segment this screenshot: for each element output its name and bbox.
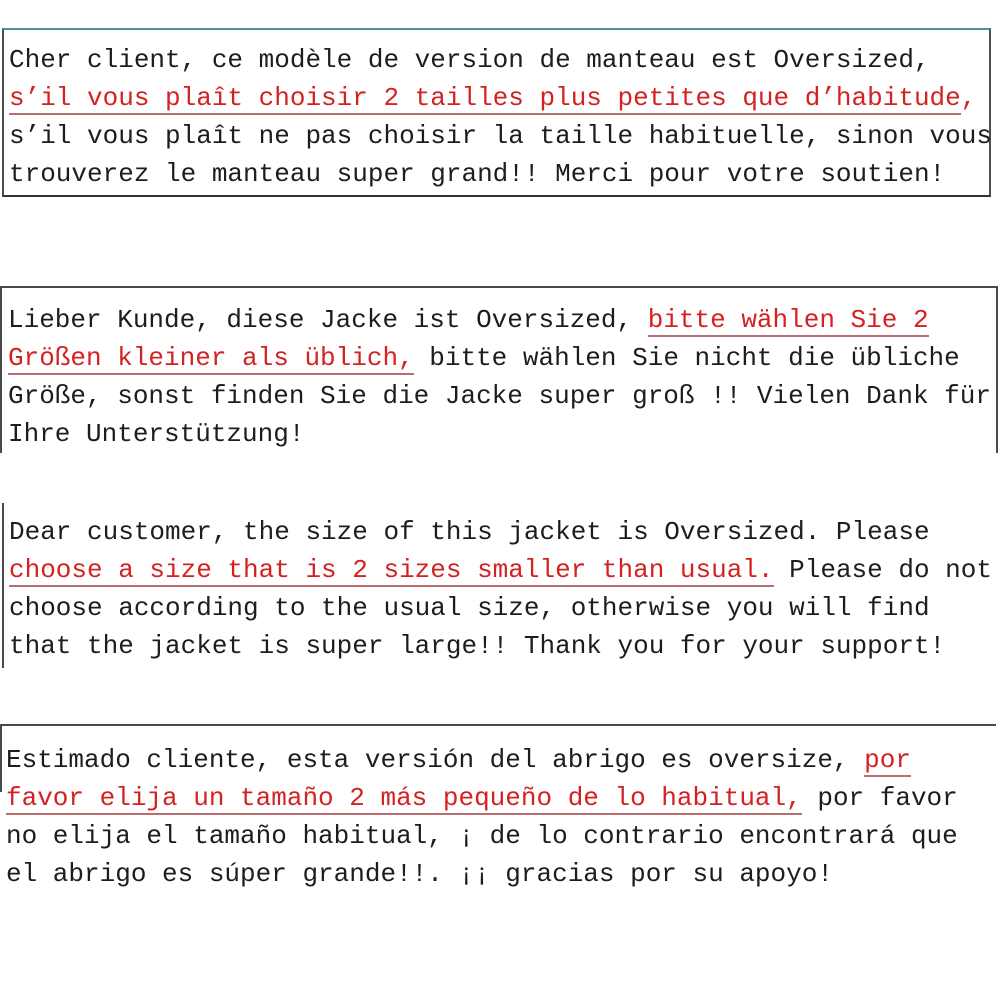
highlighted-text-segment: bitte wählen Sie 2 (647, 305, 929, 335)
highlighted-text-segment: favor elija un tamaño 2 más pequeño de lo habitual, (6, 783, 802, 813)
highlighted-text-segment: s’il vous plaît choisir 2 tailles plus petites que d’habitude (9, 83, 961, 113)
text-segment: no elija el tamaño habitual, ¡ de lo contrario encontrará que (6, 821, 958, 851)
text-segment: s’il vous plaît ne pas choisir la taille habituelle, sinon vous (9, 121, 992, 151)
text-segment: trouverez le manteau super grand!! Merci pour votre soutien! (9, 159, 946, 189)
text-line (6, 855, 996, 893)
text-segment: Größe, sonst finden Sie die Jacke super groß !! Vielen Dank für (8, 381, 991, 411)
text-segment: por favor (801, 783, 958, 813)
spanish-block-left-border (0, 726, 2, 792)
text-line (9, 41, 989, 79)
text-line (9, 79, 989, 117)
text-segment: bitte wählen Sie nicht die übliche (413, 343, 960, 373)
text-line (6, 741, 996, 779)
text-segment: Please do not (773, 555, 992, 585)
notice-block-french (2, 28, 991, 197)
text-segment: Estimado cliente, esta versión del abrigo es oversize, (6, 745, 865, 775)
text-line (9, 117, 992, 155)
notice-block-english (2, 503, 998, 668)
highlighted-text-segment: , (960, 83, 977, 113)
text-line (9, 589, 998, 627)
text-line (9, 627, 998, 665)
highlighted-text-segment: por (864, 745, 911, 775)
text-segment: that the jacket is super large!! Thank you for your support! (9, 631, 946, 661)
text-segment: Cher client, ce modèle de version de manteau est Oversized, (9, 45, 930, 75)
text-line (8, 377, 996, 415)
text-segment: el abrigo es súper grande!!. ¡¡ gracias por su apoyo! (6, 859, 833, 889)
highlighted-text-segment: choose a size that is 2 sizes smaller than usual. (9, 555, 774, 585)
text-line (8, 301, 996, 339)
text-segment: Lieber Kunde, diese Jacke ist Oversized, (8, 305, 648, 335)
text-line (9, 513, 998, 551)
text-segment: choose according to the usual size, otherwise you will find (9, 593, 930, 623)
text-line (8, 415, 996, 453)
text-line (9, 551, 998, 589)
notice-block-german (0, 286, 998, 453)
text-segment: Ihre Unterstützung! (8, 419, 305, 449)
text-segment: Dear customer, the size of this jacket is Oversized. Please (9, 517, 930, 547)
highlighted-text-segment: Größen kleiner als üblich, (8, 343, 414, 373)
text-line (6, 817, 996, 855)
text-line (8, 339, 996, 377)
text-line (9, 155, 989, 193)
notice-block-spanish (0, 724, 996, 894)
text-line (6, 779, 996, 817)
